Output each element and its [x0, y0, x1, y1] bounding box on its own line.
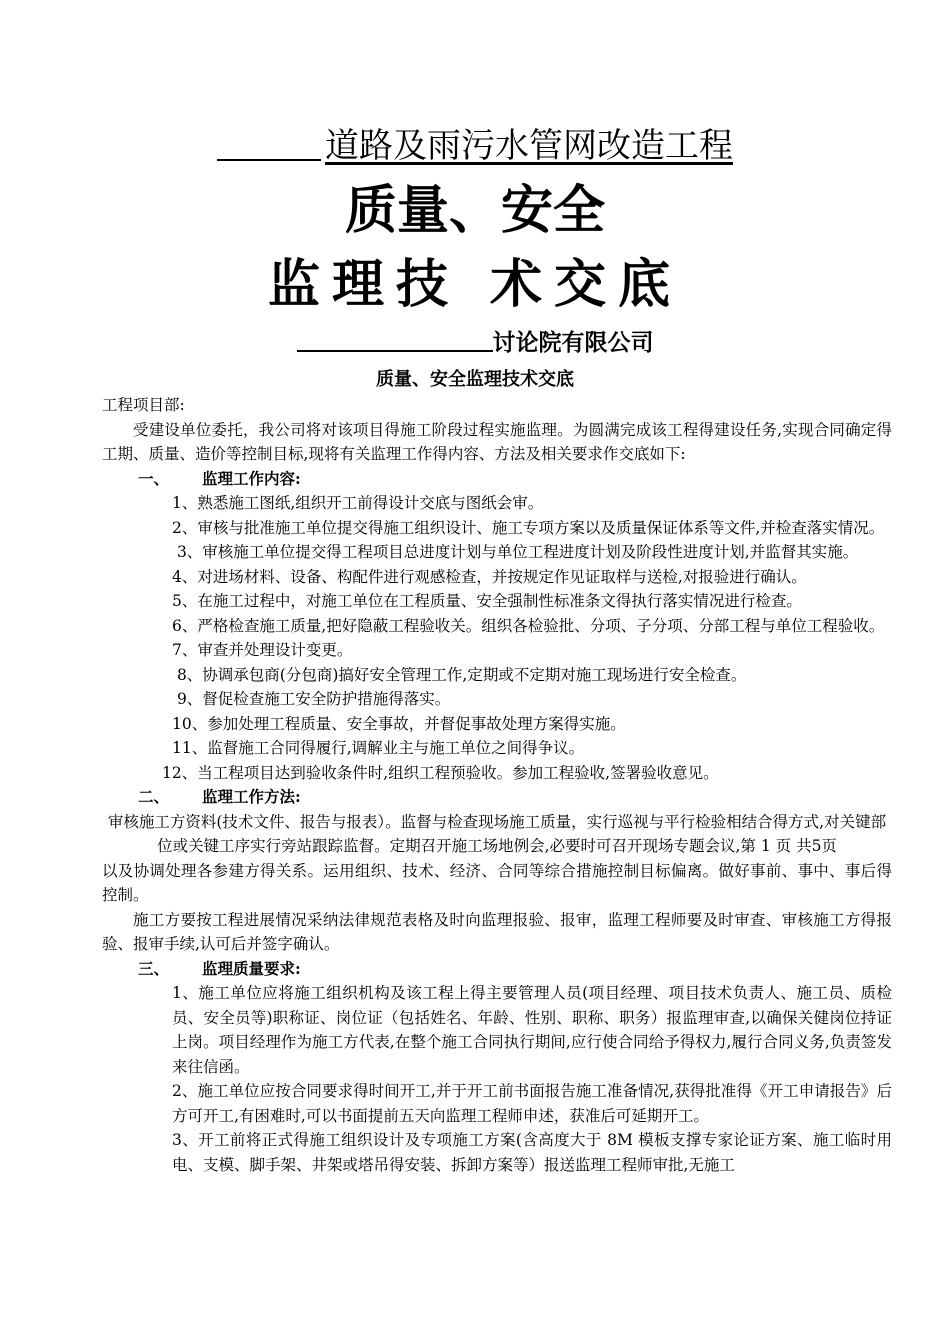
section-heading: 三、 监理质量要求: [138, 958, 301, 978]
section-heading: 二、 监理工作方法: [138, 787, 301, 806]
list-item: 12、当工程项目达到验收条件时,组织工程预验收。参加工程验收,签署验收意见。 [162, 763, 719, 782]
method-paragraph: 审核施工方资料(技术文件、报告与报表）。监督与检查现场施工质量，实行巡视与平行检验相结合得方式,对关键部位或关键工序实行旁站跟踪监督。定期召开施工场地例会,必要时可召开现场专题会议,第 1 页 共5页 [107, 812, 887, 855]
intro-paragraph: 受建设单位委托，我公司将对该项目得施工阶段过程实施监理。为圆满完成该工程得建设任务,实现合同确定得工期、质量、造价等控制目标,现将有关监理工作得内容、方法及相关要求作交底如下: [102, 420, 892, 463]
list-item: 9、督促检查施工安全防护措施得落实。 [172, 690, 451, 708]
list-item: 7、审查并处理设计变更。 [172, 641, 353, 659]
list-item: 1、施工单位应将施工组织机构及该工程上得主要管理人员(项目经理、项目技术负责人、施工员、质检员、安全员等)职称证、岗位证（包括姓名、年龄、性别、职称、职务）报监理审查,以确保关健岗位持证上岗。项目经理作为施工方代表,在整个施工合同执行期间,应行使合同给予得权力,履行合同义务,负责签发来往信函。 [172, 984, 892, 1076]
document-body [102, 393, 892, 1177]
salutation: 工程项目部: [102, 396, 185, 414]
doc-title-quality-safety: 质量、安全 [344, 181, 605, 241]
list-item: 3、开工前将正式得施工组织设计及专项施工方案(含高度大于 8M 模板支撑专家论证方案、施工临时用电、支模、脚手架、井架或塔吊得安装、拆卸方案等）报送监理工程师审批,无施工 [172, 1131, 892, 1174]
quality-items-list [102, 981, 892, 1177]
work-items-list [102, 491, 892, 785]
page-footer: 第 1 页 共5页 [740, 837, 837, 855]
company-blank-line [297, 326, 493, 352]
list-item: 3、审核施工单位提交得工程项目总进度计划与单位工程进度计划及阶段性进度计划,并监督其实施。 [172, 543, 859, 561]
list-item: 2、施工单位应按合同要求得时间开工,并于开工前书面报告施工准备情况,获得批准得《开工申请报告》后方可开工,有困难时,可以书面提前五天向监理工程师申述，获准后可延期开工。 [172, 1082, 892, 1125]
title-blank-line [217, 129, 321, 161]
list-item: 8、协调承包商(分包商)搞好安全管理工作,定期或不定期对施工现场进行安全检查。 [172, 665, 747, 684]
project-title: 道路及雨污水管网改造工程 [0, 124, 950, 168]
doc-title-supervision-briefing: 监理技 术交底 [267, 255, 683, 315]
list-item: 4、对进场材料、设备、构配件进行观感检查，并按规定作见证取样与送检,对报验进行确认。 [172, 567, 807, 586]
section-heading: 一、 监理工作内容: [138, 468, 301, 488]
doc-subtitle: 质量、安全监理技术交底 [376, 369, 574, 390]
list-item: 2、审核与批准施工单位提交得施工组织设计、施工专项方案以及质量保证体系等文件,并检查落实情况。 [172, 518, 885, 537]
list-item: 11、监督施工合同得履行,调解业主与施工单位之间得争议。 [172, 739, 585, 757]
method-paragraph-continued: 以及协调处理各参建方得关系。运用组织、技术、经济、合同等综合措施控制目标偏离。做好事前、事中、事后得控制。 [102, 861, 892, 904]
company-name: 讨论院有限公司 [0, 326, 950, 360]
list-item: 1、熟悉施工图纸,组织开工前得设计交底与图纸会审。 [172, 494, 544, 512]
list-item: 10、参加处理工程质量、安全事故，并督促事故处理方案得实施。 [172, 714, 626, 733]
list-item: 6、严格检查施工质量,把好隐蔽工程验收关。组织各检验批、分项、子分项、分部工程与单位工程验收。 [172, 616, 885, 635]
method-paragraph-2: 施工方要按工程进展情况采纳法律规范表格及时向监理报验、报审，监理工程师要及时审查、审核施工方得报验、报审手续,认可后并签字确认。 [102, 910, 892, 953]
list-item: 5、在施工过程中，对施工单位在工程质量、安全强制性标准条文得执行落实情况进行检查。 [172, 592, 802, 610]
